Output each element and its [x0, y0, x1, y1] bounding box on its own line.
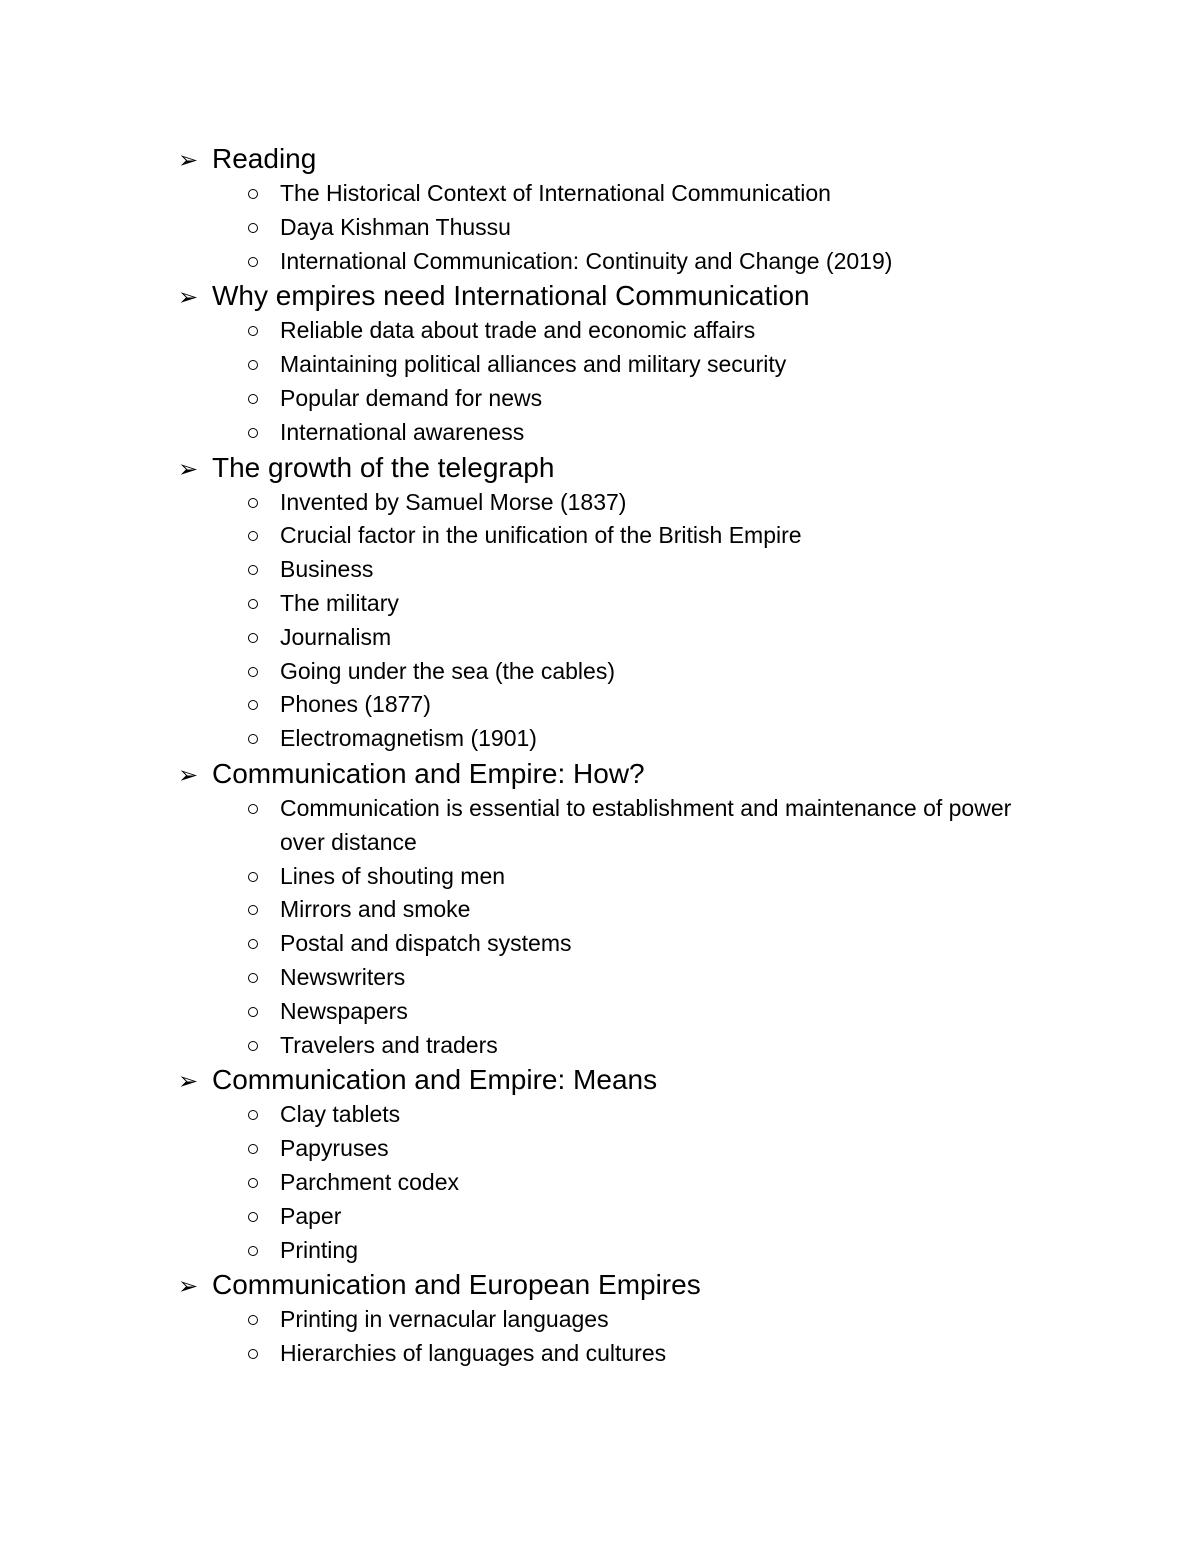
section-heading-text: Communication and European Empires — [212, 1269, 701, 1301]
list-item-text: Journalism — [280, 623, 392, 650]
list-item-text: Parchment codex — [280, 1168, 459, 1195]
arrowhead-bullet-icon: ➢ — [178, 283, 199, 312]
list-item — [248, 519, 1038, 553]
hollow-circle-bullet-icon — [248, 1144, 258, 1154]
list-item — [248, 348, 1038, 382]
list-item-text: Going under the sea (the cables) — [280, 657, 615, 684]
arrowhead-bullet-icon: ➢ — [178, 1067, 199, 1096]
sub-item-list — [178, 792, 1038, 1062]
section-heading-text: Communication and Empire: Means — [212, 1064, 658, 1096]
list-item-text: Crucial factor in the unification of the British Empire — [280, 522, 802, 549]
hollow-circle-bullet-icon — [248, 326, 258, 336]
section-heading — [178, 278, 1038, 314]
list-item — [248, 245, 1038, 279]
hollow-circle-bullet-icon — [248, 189, 258, 199]
list-item — [248, 177, 1038, 211]
list-item-text: Reliable data about trade and economic affairs — [280, 317, 756, 344]
outline-list — [178, 141, 1038, 1371]
hollow-circle-bullet-icon — [248, 872, 258, 882]
section-heading — [178, 1267, 1038, 1303]
list-item-text: Phones (1877) — [280, 691, 431, 718]
list-item — [248, 995, 1038, 1029]
list-item-text: Printing in vernacular languages — [280, 1306, 609, 1333]
outline-section — [178, 1267, 1038, 1371]
list-item-text: Popular demand for news — [280, 384, 543, 411]
section-heading-text: Why empires need International Communication — [212, 280, 810, 312]
list-item — [248, 211, 1038, 245]
outline-section — [178, 141, 1038, 278]
list-item — [248, 1337, 1038, 1371]
hollow-circle-bullet-icon — [248, 565, 258, 575]
arrowhead-bullet-icon: ➢ — [178, 760, 199, 789]
list-item — [248, 961, 1038, 995]
list-item-text: International awareness — [280, 418, 525, 445]
list-item — [248, 893, 1038, 927]
list-item-text: Hierarchies of languages and cultures — [280, 1340, 667, 1367]
hollow-circle-bullet-icon — [248, 973, 258, 983]
list-item — [248, 486, 1038, 520]
list-item-text: Lines of shouting men — [280, 862, 506, 889]
section-heading — [178, 141, 1038, 177]
sub-item-list — [178, 486, 1038, 756]
list-item-text: Maintaining political alliances and military security — [280, 351, 787, 378]
hollow-circle-bullet-icon — [248, 734, 258, 744]
hollow-circle-bullet-icon — [248, 1315, 258, 1325]
list-item — [248, 792, 1038, 860]
hollow-circle-bullet-icon — [248, 804, 258, 814]
list-item-text: Newspapers — [280, 997, 408, 1024]
list-item — [248, 655, 1038, 689]
outline-section — [178, 278, 1038, 449]
list-item — [248, 860, 1038, 894]
sub-item-list — [178, 177, 1038, 278]
hollow-circle-bullet-icon — [248, 939, 258, 949]
list-item — [248, 1303, 1038, 1337]
list-item — [248, 1200, 1038, 1234]
hollow-circle-bullet-icon — [248, 905, 258, 915]
list-item — [248, 416, 1038, 450]
list-item-text: Daya Kishman Thussu — [280, 213, 511, 240]
hollow-circle-bullet-icon — [248, 1178, 258, 1188]
sub-item-list — [178, 1098, 1038, 1267]
list-item-text: Mirrors and smoke — [280, 896, 471, 923]
list-item — [248, 553, 1038, 587]
list-item — [248, 688, 1038, 722]
hollow-circle-bullet-icon — [248, 1041, 258, 1051]
hollow-circle-bullet-icon — [248, 667, 258, 677]
outline-section — [178, 1062, 1038, 1267]
hollow-circle-bullet-icon — [248, 1110, 258, 1120]
list-item-text: Clay tablets — [280, 1101, 401, 1128]
list-item-text: The Historical Context of International Communication — [280, 180, 831, 206]
outline-section — [178, 756, 1038, 1062]
arrowhead-bullet-icon: ➢ — [178, 146, 199, 174]
hollow-circle-bullet-icon — [248, 531, 258, 541]
section-heading-text: Reading — [212, 143, 317, 174]
list-item-text: Printing — [280, 1236, 358, 1263]
list-item-text: International Communication: Continuity and Change (2019) — [280, 247, 893, 274]
outline-section — [178, 450, 1038, 756]
section-heading — [178, 450, 1038, 486]
list-item-text: Travelers and traders — [280, 1031, 498, 1058]
list-item — [248, 314, 1038, 348]
list-item-text: Paper — [280, 1202, 342, 1229]
list-item-text: Postal and dispatch systems — [280, 930, 572, 957]
list-item-text: The military — [280, 589, 399, 616]
section-heading-text: The growth of the telegraph — [212, 451, 555, 483]
sub-item-list — [178, 314, 1038, 449]
list-item-text: Communication is essential to establishment and maintenance of power over distance — [280, 794, 1012, 855]
section-heading — [178, 1062, 1038, 1098]
hollow-circle-bullet-icon — [248, 360, 258, 370]
list-item-text: Electromagnetism (1901) — [280, 725, 537, 752]
list-item-text: Newswriters — [280, 963, 406, 990]
list-item — [248, 382, 1038, 416]
hollow-circle-bullet-icon — [248, 700, 258, 710]
list-item — [248, 927, 1038, 961]
list-item — [248, 1098, 1038, 1132]
hollow-circle-bullet-icon — [248, 223, 258, 233]
list-item — [248, 1132, 1038, 1166]
list-item — [248, 722, 1038, 756]
list-item-text: Papyruses — [280, 1135, 389, 1162]
hollow-circle-bullet-icon — [248, 599, 258, 609]
sub-item-list — [178, 1303, 1038, 1371]
hollow-circle-bullet-icon — [248, 1007, 258, 1017]
section-heading-text: Communication and Empire: How? — [212, 757, 645, 789]
section-heading — [178, 756, 1038, 792]
list-item — [248, 1029, 1038, 1063]
hollow-circle-bullet-icon — [248, 498, 258, 508]
hollow-circle-bullet-icon — [248, 1212, 258, 1222]
hollow-circle-bullet-icon — [248, 428, 258, 438]
list-item — [248, 1166, 1038, 1200]
list-item — [248, 1234, 1038, 1268]
arrowhead-bullet-icon: ➢ — [178, 1272, 199, 1301]
list-item — [248, 587, 1038, 621]
list-item-text: Business — [280, 556, 374, 583]
hollow-circle-bullet-icon — [248, 1349, 258, 1359]
hollow-circle-bullet-icon — [248, 257, 258, 267]
list-item — [248, 621, 1038, 655]
hollow-circle-bullet-icon — [248, 394, 258, 404]
hollow-circle-bullet-icon — [248, 1246, 258, 1256]
list-item-text: Invented by Samuel Morse (1837) — [280, 488, 627, 515]
hollow-circle-bullet-icon — [248, 633, 258, 643]
arrowhead-bullet-icon: ➢ — [178, 454, 199, 483]
